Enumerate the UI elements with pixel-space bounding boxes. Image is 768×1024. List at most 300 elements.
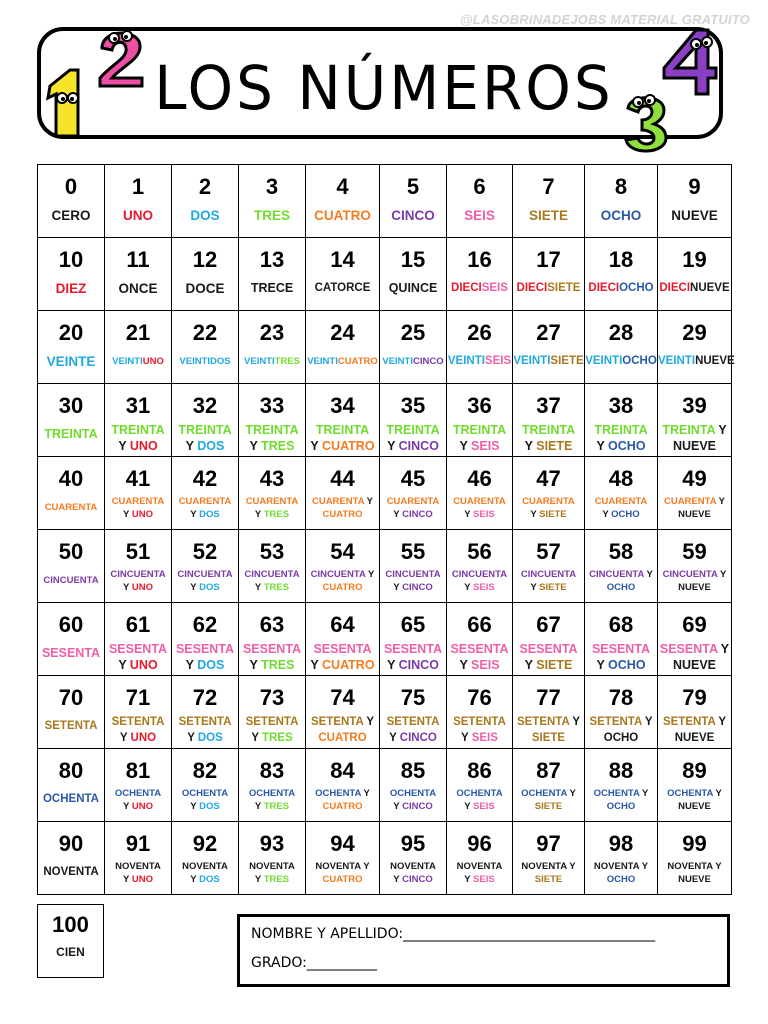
number-word <box>105 281 171 296</box>
word-part: SETENTA <box>44 720 98 732</box>
word-part: OCHO <box>622 355 657 367</box>
number-word <box>513 281 584 296</box>
grid-row <box>38 311 732 384</box>
word-part: CUATRO <box>322 509 363 520</box>
word-part: CUARENTA <box>386 496 440 507</box>
word-part: Y <box>190 801 200 812</box>
word-part: OCHENTA <box>521 788 568 799</box>
word-part: CUATRO <box>322 439 375 453</box>
word-part: OCHO <box>603 732 639 744</box>
number-cell-63 <box>239 603 306 676</box>
number-cell-4 <box>306 165 380 238</box>
number-cell-47 <box>513 457 585 530</box>
word-part: NOVENTA <box>390 861 436 872</box>
word-part: Y <box>389 732 400 744</box>
number-word <box>513 787 584 813</box>
number-value: 8 <box>614 174 628 199</box>
number-cell-59 <box>658 530 732 603</box>
word-part: CINCO <box>402 582 433 593</box>
word-part: CINCO <box>398 658 439 672</box>
word-part: TRES <box>263 801 290 812</box>
number-word <box>172 787 238 813</box>
word-part: SETENTA <box>178 716 232 728</box>
number-cell-11 <box>105 238 172 311</box>
word-part: TREINTA <box>521 423 576 437</box>
number-cell-52 <box>172 530 239 603</box>
word-part: SEIS <box>473 509 495 520</box>
word-part: NUEVE <box>674 732 715 744</box>
word-part: DOS <box>190 208 220 223</box>
number-cell-95 <box>380 822 447 895</box>
word-part: Y <box>393 582 403 593</box>
number-value: 71 <box>125 685 151 710</box>
word-part: TRES <box>274 356 300 367</box>
number-value: 33 <box>259 393 285 418</box>
word-part: OCHENTA <box>593 788 640 799</box>
number-word <box>105 787 171 813</box>
number-value: 34 <box>330 393 355 418</box>
number-value: 1 <box>131 174 145 199</box>
number-cell-48 <box>585 457 658 530</box>
number-word <box>447 208 512 223</box>
number-cell-36 <box>447 384 513 457</box>
number-cell-64 <box>306 603 380 676</box>
word-part: Y <box>524 658 537 672</box>
word-part: UNO <box>131 509 153 520</box>
number-word <box>658 860 731 886</box>
word-part: SETENTA <box>453 716 506 728</box>
word-part: CINCUENTA <box>110 569 166 580</box>
word-part: SEIS <box>471 658 500 672</box>
number-cell-78 <box>585 676 658 749</box>
number-cell-22 <box>172 311 239 384</box>
number-cell-79 <box>658 676 732 749</box>
number-value: 32 <box>192 393 218 418</box>
word-part: Y <box>364 496 374 507</box>
number-value: 24 <box>330 320 355 345</box>
word-part: SEIS <box>481 282 508 294</box>
number-cell-33 <box>239 384 306 457</box>
number-word <box>172 495 238 521</box>
number-word <box>105 641 171 673</box>
number-word <box>585 422 657 454</box>
number-value: 65 <box>400 612 426 637</box>
number-word <box>585 568 657 594</box>
word-part: NOVENTA <box>456 861 503 872</box>
watermark: @LASOBRINADEJOBS MATERIAL GRATUITO <box>459 12 750 27</box>
word-part: TREINTA <box>178 423 232 437</box>
word-part: SESENTA <box>519 642 578 656</box>
number-word <box>380 281 446 296</box>
word-part: TRES <box>253 208 290 223</box>
number-cell-54 <box>306 530 380 603</box>
word-part: SIETE <box>534 801 563 812</box>
number-cell-70 <box>38 676 105 749</box>
number-cell-23 <box>239 311 306 384</box>
number-word <box>239 787 305 813</box>
word-part: Y <box>118 658 130 672</box>
number-cell-94 <box>306 822 380 895</box>
word-part: OCHENTA <box>42 793 99 805</box>
number-cell-99 <box>658 822 732 895</box>
number-cell-51 <box>105 530 172 603</box>
word-part: Y <box>717 642 730 656</box>
number-cell-46 <box>447 457 513 530</box>
number-word <box>447 568 512 594</box>
number-word <box>172 714 238 746</box>
number-word <box>306 281 379 296</box>
number-value: 50 <box>58 539 84 564</box>
number-value: 70 <box>58 685 84 710</box>
word-part: Y <box>715 716 727 728</box>
word-part: CUARENTA <box>663 496 717 507</box>
word-part: Y <box>641 716 653 728</box>
number-word <box>239 281 305 296</box>
word-part: NUEVE <box>678 582 711 593</box>
number-word <box>658 422 731 454</box>
number-cell-10 <box>38 238 105 311</box>
word-part: Y <box>644 569 653 580</box>
number-word <box>658 495 731 521</box>
number-value: 44 <box>330 466 355 491</box>
number-value: 15 <box>400 247 426 272</box>
number-cell-14 <box>306 238 380 311</box>
number-word <box>447 281 512 296</box>
word-part: CERO <box>51 208 91 223</box>
word-part: DOS <box>199 874 220 885</box>
number-cell-61 <box>105 603 172 676</box>
number-word <box>513 641 584 673</box>
number-value: 29 <box>682 320 707 345</box>
word-part: SEIS <box>464 208 495 223</box>
number-cell-6 <box>447 165 513 238</box>
word-part: Y <box>251 732 262 744</box>
number-word <box>105 422 171 454</box>
word-part: Y <box>185 658 198 672</box>
word-part: TREINTA <box>315 423 370 437</box>
number-cell-13 <box>239 238 306 311</box>
number-word <box>38 792 104 807</box>
number-word <box>380 714 446 746</box>
word-part: VEINTI <box>112 356 143 367</box>
number-value: 52 <box>192 539 218 564</box>
number-value: 22 <box>192 320 218 345</box>
number-word <box>513 208 584 223</box>
word-part: Y <box>254 874 264 885</box>
word-part: CUARENTA <box>44 502 98 513</box>
number-value: 62 <box>192 612 218 637</box>
word-part: Y <box>393 874 403 885</box>
number-cell-20 <box>38 311 105 384</box>
grade-field-label[interactable]: GRADO:__________ <box>251 955 377 971</box>
word-part: NUEVE <box>672 658 717 672</box>
word-part: Y <box>365 569 375 580</box>
number-word <box>172 281 238 296</box>
word-part: SESENTA <box>383 642 443 656</box>
number-value: 16 <box>467 247 492 272</box>
number-one-character-icon <box>40 64 96 142</box>
number-value: 12 <box>192 247 218 272</box>
number-cell-16 <box>447 238 513 311</box>
word-part: TREINTA <box>44 427 98 441</box>
word-part: TRECE <box>250 281 294 295</box>
word-part: Y <box>387 439 399 453</box>
word-part: OCHENTA <box>181 788 229 799</box>
number-word <box>239 860 305 886</box>
number-value: 55 <box>400 539 426 564</box>
number-value: 0 <box>64 174 78 199</box>
number-word <box>38 427 104 442</box>
word-part: QUINCE <box>388 281 438 295</box>
word-part: UNO <box>129 439 158 453</box>
word-part: TRES <box>263 509 290 520</box>
number-cell-69 <box>658 603 732 676</box>
number-cell-71 <box>105 676 172 749</box>
number-value: 31 <box>125 393 151 418</box>
number-cell-58 <box>585 530 658 603</box>
number-word <box>585 495 657 521</box>
word-part: CINCUENTA <box>385 569 441 580</box>
number-word <box>585 714 657 746</box>
word-part: SEIS <box>473 801 495 812</box>
word-part: CINCUENTA <box>177 569 233 580</box>
number-cell-75 <box>380 676 447 749</box>
number-value: 77 <box>536 685 561 710</box>
word-part: NOVENTA <box>182 861 228 872</box>
number-three-character-icon <box>620 92 674 156</box>
word-part: Y <box>464 874 474 885</box>
number-word <box>38 354 104 369</box>
number-value: 27 <box>536 320 561 345</box>
number-two-character-icon <box>92 24 150 90</box>
number-value: 81 <box>125 758 151 783</box>
word-part: Y <box>190 874 200 885</box>
number-value: 80 <box>58 758 84 783</box>
number-value: 84 <box>330 758 355 783</box>
number-cell-91 <box>105 822 172 895</box>
number-value: 95 <box>400 831 426 856</box>
number-value: 67 <box>536 612 561 637</box>
number-word <box>38 719 104 734</box>
number-cell-44 <box>306 457 380 530</box>
number-value: 39 <box>682 393 707 418</box>
word-part: NUEVE <box>678 874 711 885</box>
word-part: TRES <box>263 874 290 885</box>
number-cell-85 <box>380 749 447 822</box>
number-cell-42 <box>172 457 239 530</box>
number-word <box>239 568 305 594</box>
number-value: 45 <box>400 466 426 491</box>
number-cell-72 <box>172 676 239 749</box>
number-cell-60 <box>38 603 105 676</box>
word-part: Y <box>459 658 472 672</box>
word-part: SETENTA <box>245 716 299 728</box>
number-cell-38 <box>585 384 658 457</box>
word-part: OCHO <box>606 874 636 885</box>
number-cell-82 <box>172 749 239 822</box>
number-value: 9 <box>688 174 701 199</box>
number-word <box>172 422 238 454</box>
number-value: 20 <box>58 320 84 345</box>
number-cell-92 <box>172 822 239 895</box>
word-part: TRES <box>261 658 295 672</box>
number-word <box>105 714 171 746</box>
number-value: 4 <box>336 174 349 199</box>
number-word <box>380 787 446 813</box>
word-part: Y <box>310 658 323 672</box>
number-cell-88 <box>585 749 658 822</box>
word-part: CUARENTA <box>111 496 165 507</box>
number-value: 66 <box>467 612 492 637</box>
number-word <box>306 860 379 886</box>
number-word <box>306 568 379 594</box>
word-part: OCHO <box>611 509 640 520</box>
word-part: CINCUENTA <box>662 569 718 580</box>
number-word <box>239 714 305 746</box>
number-cell-39 <box>658 384 732 457</box>
number-value: 13 <box>259 247 285 272</box>
word-part: CUARENTA <box>522 496 575 507</box>
word-part: Y <box>190 582 200 593</box>
number-value: 91 <box>125 831 151 856</box>
word-part: Y <box>713 788 722 799</box>
number-cell-73 <box>239 676 306 749</box>
word-part: Y <box>190 509 200 520</box>
number-value: 41 <box>125 466 151 491</box>
word-part: VEINTI <box>658 355 696 367</box>
number-word <box>172 208 238 223</box>
number-value: 57 <box>536 539 561 564</box>
number-word <box>239 641 305 673</box>
number-cell-97 <box>513 822 585 895</box>
word-part: CINCO <box>391 208 435 223</box>
word-part: SESENTA <box>242 642 302 656</box>
number-value: 10 <box>58 247 84 272</box>
word-part: CINCO <box>413 356 444 367</box>
number-cell-29 <box>658 311 735 384</box>
number-value: 47 <box>536 466 561 491</box>
number-word <box>513 568 584 594</box>
word-part: Y <box>461 732 472 744</box>
number-word <box>585 354 657 369</box>
number-value: 76 <box>467 685 492 710</box>
word-part: Y <box>530 582 540 593</box>
number-cell-55 <box>380 530 447 603</box>
number-value: 19 <box>682 247 707 272</box>
name-field-label[interactable]: NOMBRE Y APELLIDO:____________________________________ <box>251 926 656 942</box>
word-part: TRES <box>262 732 293 744</box>
word-part: Y <box>123 509 132 520</box>
number-value: 23 <box>259 320 285 345</box>
word-part: DOS <box>199 801 220 812</box>
number-value: 26 <box>467 320 492 345</box>
number-cell-0 <box>38 165 105 238</box>
word-part: Y <box>310 439 323 453</box>
number-word <box>306 495 379 521</box>
number-word <box>306 208 379 223</box>
number-value: 14 <box>330 247 355 272</box>
word-part: Y <box>123 801 132 812</box>
word-part: CINCUENTA <box>244 569 300 580</box>
word-part: TREINTA <box>386 423 440 437</box>
number-value: 86 <box>467 758 492 783</box>
number-value: 73 <box>259 685 285 710</box>
number-word <box>447 714 512 746</box>
word-part: NUEVE <box>671 208 718 223</box>
grid-row <box>38 530 732 603</box>
number-cell-68 <box>585 603 658 676</box>
word-part: Y <box>464 509 474 520</box>
word-part: DIECI <box>659 282 691 294</box>
word-part: OCHO <box>606 801 636 812</box>
word-part: Y <box>118 439 130 453</box>
word-part: UNO <box>142 356 164 367</box>
number-cell-30 <box>38 384 105 457</box>
word-part: Y <box>185 439 198 453</box>
word-part: Y <box>639 861 649 872</box>
number-value: 64 <box>330 612 355 637</box>
number-cell-65 <box>380 603 447 676</box>
number-value: 28 <box>608 320 634 345</box>
number-word <box>380 860 446 886</box>
word-part: CINCO <box>402 509 433 520</box>
number-cell-57 <box>513 530 585 603</box>
word-part: CUATRO <box>322 582 363 593</box>
word-part: SESENTA <box>591 642 651 656</box>
word-part: UNO <box>131 801 153 812</box>
number-cell-26 <box>447 311 513 384</box>
word-part: SETENTA <box>662 716 716 728</box>
number-value: 93 <box>259 831 285 856</box>
number-four-character-icon <box>656 26 720 102</box>
word-part: DIECI <box>516 282 548 294</box>
number-cell-93 <box>239 822 306 895</box>
word-part: CINCO <box>398 439 439 453</box>
number-word <box>105 208 171 223</box>
number-value: 53 <box>259 539 285 564</box>
number-word <box>513 714 584 746</box>
word-part: CINCUENTA <box>520 569 577 580</box>
word-part: OCHENTA <box>315 788 362 799</box>
word-part: UNO <box>130 732 157 744</box>
word-part: Y <box>123 582 132 593</box>
word-part: Y <box>119 732 131 744</box>
number-cell-86 <box>447 749 513 822</box>
number-value: 6 <box>473 174 486 199</box>
word-part: Y <box>361 788 370 799</box>
number-word <box>239 422 305 454</box>
number-value: 72 <box>192 685 218 710</box>
number-word <box>447 422 512 454</box>
word-part: OCHENTA <box>114 788 162 799</box>
number-cell-24 <box>306 311 380 384</box>
word-part: Y <box>393 801 403 812</box>
word-part: Y <box>249 439 262 453</box>
number-word <box>585 641 657 673</box>
number-cell-96 <box>447 822 513 895</box>
number-value: 54 <box>330 539 355 564</box>
number-cell-80 <box>38 749 105 822</box>
number-word <box>658 714 731 746</box>
word-part: OCHO <box>608 658 646 672</box>
number-cell-74 <box>306 676 380 749</box>
number-word <box>447 354 512 369</box>
word-part: DIEZ <box>55 281 87 296</box>
number-word <box>380 208 446 223</box>
number-cell-62 <box>172 603 239 676</box>
word-part: Y <box>464 582 474 593</box>
word-part: CUATRO <box>322 801 363 812</box>
